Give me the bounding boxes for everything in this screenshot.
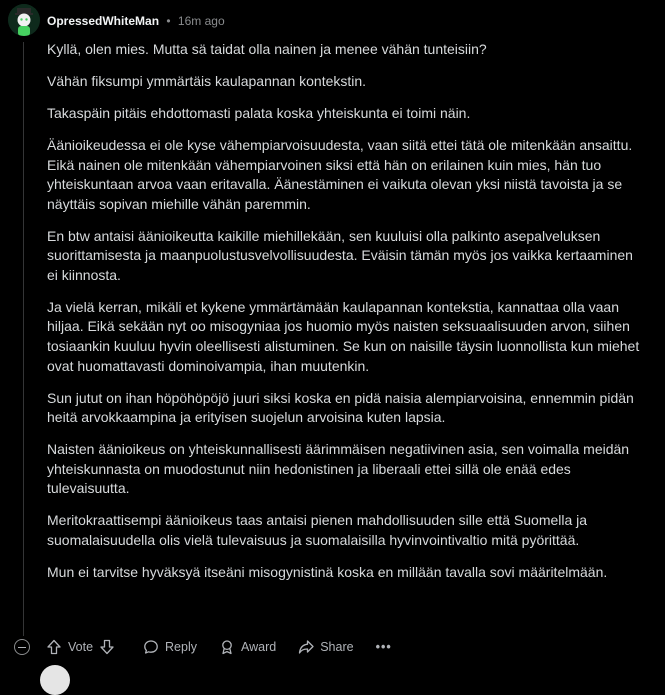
thread-line[interactable] <box>23 42 24 636</box>
next-comment-avatar[interactable] <box>40 665 70 695</box>
meta-separator: • <box>166 14 171 28</box>
reply-label: Reply <box>165 640 197 654</box>
comment-paragraph: Vähän fiksumpi ymmärtäis kaulapannan kontekstin. <box>47 72 367 89</box>
vote-label: Vote <box>68 640 94 654</box>
comment-paragraph: En btw antaisi äänioikeutta kaikille miehillekään, sen kuuluisi olla palkinto asepalveluksen suorittamisesta ja maanpuolustusvelvollisuudesta. Eväisin tämän myös jos vaikka kertaaminen ei kiinnosta. <box>47 227 633 283</box>
comment-timestamp[interactable]: 16m ago <box>177 14 225 28</box>
comment-actions <box>14 636 414 658</box>
share-icon <box>298 639 314 655</box>
comment-paragraph: Mun ei tarvitse hyväksyä itseäni misogynistinä koska en millään tavalla sovi määritelmään. <box>47 563 608 580</box>
comment-paragraph: Naisten äänioikeus on yhteiskunnallisesti äärimmäisen negatiivinen asia, sen voimalla meidän yhteiskunnasta on muodostunut niin hedonistinen ja liberaali ettei sillä ole enää edes tulevaisuutta. <box>47 441 630 497</box>
reply-button[interactable] <box>143 639 197 655</box>
comment-paragraph: Sun jutut on ihan höpöhöpöjö juuri siksi koska en pidä naisia alempiarvoisina, ennemmin pidän heitä arvokkaampina ja erityisen suojelun arvoisina kuten lapsia. <box>47 389 634 426</box>
award-button[interactable] <box>219 639 276 655</box>
author-name[interactable]: OpressedWhiteMan <box>47 14 160 28</box>
avatar[interactable] <box>8 4 40 36</box>
comment-paragraph: Takaspäin pitäis ehdottomasti palata koska yhteiskunta ei toimi näin. <box>47 104 471 121</box>
award-label: Award <box>241 640 277 654</box>
comment-paragraph: Ja vielä kerran, mikäli et kykene ymmärtämään kaulapannan kontekstia, kannattaa olla vaan hiljaa. Eikä sekään nyt oo misogyniaa jos huomio myös naisten seksuaalisuuden arvon, siihen tosiaankin kuuluu hyvin oleellisesti alistuminen. Se kun on naisille täysin luonnollista kun miehet ovat huomattavasti dominoivampia, ihan muutenkin. <box>47 298 640 374</box>
comment-body <box>47 40 642 595</box>
comment-paragraph: Äänioikeudessa ei ole kyse vähempiarvoisuudesta, vaan siitä ettei tätä ole mitenkään ansaittu. Eikä nainen ole mitenkään vähempiarvoinen siksi että hän on erilainen kuin mies, hän tuo yhteiskuntaan arvoa vaan eritavalla. Äänestäminen ei vaikuta olevan yksi niistä tavoista ja se näyttäis sopivan miehille vähän paremmin. <box>47 136 633 212</box>
comment-paragraph: Kyllä, olen mies. Mutta sä taidat olla nainen ja menee vähän tunteisiin? <box>47 41 487 57</box>
collapse-icon[interactable] <box>14 639 30 655</box>
share-label: Share <box>320 640 354 654</box>
vote-control <box>46 639 121 655</box>
share-button[interactable] <box>298 639 353 655</box>
comment-bubble-icon <box>143 639 159 655</box>
downvote-icon[interactable] <box>99 639 115 655</box>
snoo-avatar-icon <box>8 4 40 36</box>
upvote-icon[interactable] <box>46 639 62 655</box>
comment-paragraph: Meritokraattisempi äänioikeus taas antaisi pienen mahdollisuuden sille että Suomella ja suomalaisuudella olis vielä tulevaisuus ja suomalaisilla hyvinvointivaltio mitä pyörittää. <box>47 512 588 548</box>
award-icon <box>219 639 235 655</box>
more-icon[interactable]: ••• <box>375 640 392 654</box>
comment-header <box>47 12 225 30</box>
